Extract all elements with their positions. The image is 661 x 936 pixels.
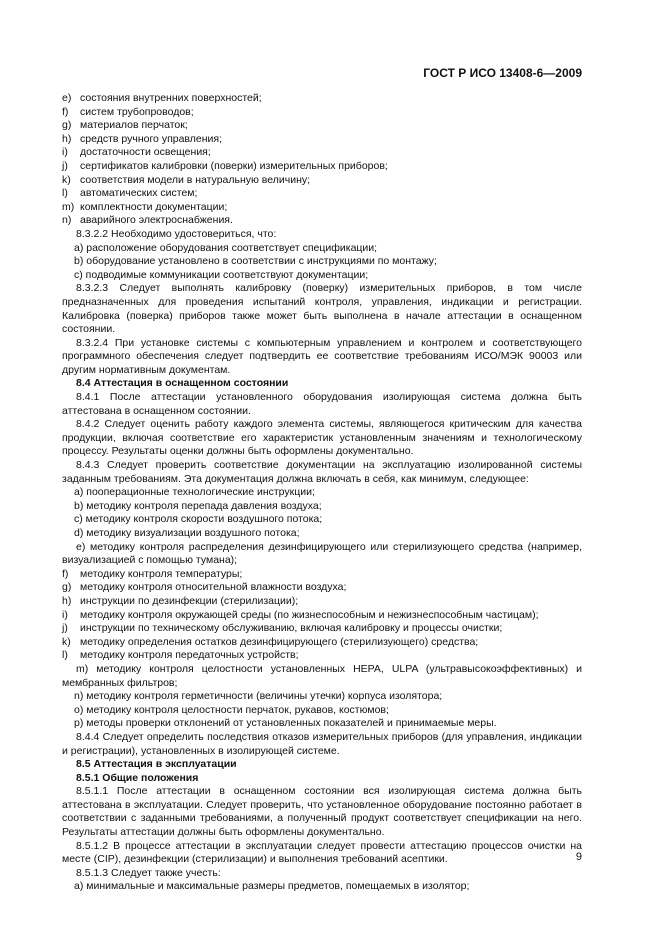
list-item (62, 649, 582, 663)
paragraph: 8.5.1.1 После аттестации в оснащенном состоянии вся изолирующая система должна быть аттестована в эксплуатации. Следует проверить, что установленное оборудование постоянно работает в соответствии с заданными требованиями, а полученный продукт соответствует спецификации на него. Результаты аттестации должны быть оформлены документально. (62, 785, 582, 839)
list-marker: g) (62, 119, 72, 132)
list-item-text: инструкции по дезинфекции (стерилизации); (80, 594, 299, 607)
section-heading: 8.5.1 Общие положения (76, 771, 199, 784)
list-item (62, 187, 582, 201)
list-item (62, 146, 582, 160)
list-item-text: сертификатов калибровки (поверки) измерительных приборов; (80, 159, 388, 172)
list-marker: h) (62, 594, 72, 607)
paragraph: m) методику контроля целостности установленных HEPA, ULPA (ультравысокоэффективных) и мембранных фильтров; (62, 662, 582, 689)
list-item: c) подводимые коммуникации соответствуют документации; (74, 268, 369, 281)
list-item-text: методику контроля температуры; (80, 567, 243, 580)
list-item (62, 201, 582, 215)
list-item (62, 214, 582, 228)
list-item: a) пооперационные технологические инструкции; (74, 486, 315, 499)
paragraph: 8.4.3 Следует проверить соответствие документации на эксплуатацию изолированной системы заданным требованиям. Эта документация должна включать в себя, как минимум, следующее: (62, 459, 582, 485)
list-item (62, 622, 582, 636)
section-heading: 8.4 Аттестация в оснащенном состоянии (76, 377, 289, 390)
list-item-text: соответствия модели в натуральную величину; (80, 173, 311, 186)
list-item: a) минимальные и максимальные размеры предметов, помещаемых в изолятор; (74, 880, 470, 893)
list-item: b) оборудование установлено в соответствии с инструкциями по монтажу; (74, 255, 437, 268)
paragraph: e) методику контроля распределения дезинфицирующего или стерилизующего средства (например, визуализацией с помощью тумана); (62, 540, 582, 567)
list-marker: k) (62, 635, 71, 648)
list-marker: k) (62, 173, 71, 186)
list-item-text: методику контроля относительной влажности воздуха; (80, 581, 347, 594)
paragraph: 8.3.2.2 Необходимо удостовериться, что: (76, 227, 277, 240)
list-item (62, 636, 582, 650)
list-item (62, 595, 582, 609)
list-marker: i) (62, 146, 68, 159)
list-item: p) методы проверки отклонений от установленных показателей и принимаемые меры. (74, 717, 497, 730)
paragraph: 8.4.4 Следует определить последствия отказов измерительных приборов (для управления, индикации и регистрации), установленных в изолирующей системе. (62, 730, 582, 757)
list-item (62, 106, 582, 120)
paragraph: 8.5.1.3 Следует также учесть: (76, 866, 221, 879)
list-marker: j) (62, 622, 68, 635)
list-marker: i) (62, 608, 68, 621)
list-item: c) методику контроля скорости воздушного потока; (74, 513, 323, 526)
list-item-text: состояния внутренних поверхностей; (80, 92, 262, 104)
document-header: ГОСТ Р ИСО 13408-6—2009 (423, 66, 582, 80)
list-item: b) методику контроля перепада давления воздуха; (74, 499, 322, 512)
paragraph: 8.3.2.4 При установке системы с компьютерным управлением и контролем и соответствующего программного обеспечения следует подтвердить ее соответствие требованиям ИСО/МЭК 90003 или другим нормативным документам. (62, 336, 582, 376)
list-marker: n) (62, 214, 72, 227)
list-marker: g) (62, 581, 72, 594)
list-item-text: достаточности освещения; (80, 146, 211, 159)
paragraph: 8.5.1.2 В процессе аттестации в эксплуатации следует провести аттестацию процессов очистки на месте (CIP), дезинфекции (стерилизации) и выполнения требований асептики. (62, 839, 582, 866)
list-marker: f) (62, 567, 69, 580)
list-marker: l) (62, 649, 68, 662)
list-item-text: методику определения остатков дезинфицирующего (стерилизующего) средства; (80, 635, 479, 648)
list-item-text: средств ручного управления; (80, 132, 223, 145)
paragraph: 8.4.2 Следует оценить работу каждого элемента системы, являющегося критическим для качества продукции, включая соответствие его характеристик установленным значениям и технологическому процессу. Результаты оценки должны быть оформлены документально. (62, 418, 582, 458)
list-marker: f) (62, 105, 69, 118)
list-marker: l) (62, 187, 68, 200)
list-item-text: систем трубопроводов; (80, 105, 194, 118)
paragraph: 8.4.1 После аттестации установленного оборудования изолирующая система должна быть аттестована в оснащенном состоянии. (62, 391, 582, 417)
list-marker: h) (62, 132, 72, 145)
list-item-text: инструкции по техническому обслуживанию, включая калибровку и процессы очистки; (80, 622, 503, 635)
list-item (62, 119, 582, 133)
list-item-text: методику контроля передаточных устройств; (80, 649, 299, 662)
page-number: 9 (575, 851, 582, 863)
list-item (62, 160, 582, 174)
list-item: d) методику визуализации воздушного потока; (74, 527, 300, 539)
section-heading: 8.5 Аттестация в эксплуатации (76, 758, 237, 771)
list-item-text: комплектности документации; (80, 200, 228, 213)
list-item-text: методику контроля окружающей среды (по жизнеспособным и нежизнеспособным частицам); (80, 608, 539, 621)
list-item-text: автоматических систем; (80, 187, 198, 200)
list-item (62, 174, 582, 188)
list-item-text: материалов перчаток; (80, 119, 188, 132)
list-item (62, 133, 582, 147)
list-item (62, 92, 582, 106)
list-item (62, 581, 582, 595)
list-item: a) расположение оборудования соответствует спецификации; (74, 241, 378, 254)
list-item: n) методику контроля герметичности (величины утечки) корпуса изолятора; (74, 690, 443, 703)
list-item (62, 609, 582, 623)
document-body (62, 92, 582, 894)
paragraph: 8.3.2.3 Следует выполнять калибровку (поверку) измерительных приборов, в том числе предназначенных для проведения испытаний контроля, управления, индикации и регистрации. Калибровка (поверка) приборов также может быть выполнена в начале аттестации в оснащенном состоянии. (62, 282, 582, 336)
list-marker: m) (62, 200, 75, 213)
list-item (62, 568, 582, 582)
list-marker: j) (62, 159, 68, 172)
list-marker: e) (62, 92, 72, 104)
list-item: o) методику контроля целостности перчаток, рукавов, костюмов; (74, 703, 389, 716)
list-item-text: аварийного электроснабжения. (80, 214, 233, 227)
